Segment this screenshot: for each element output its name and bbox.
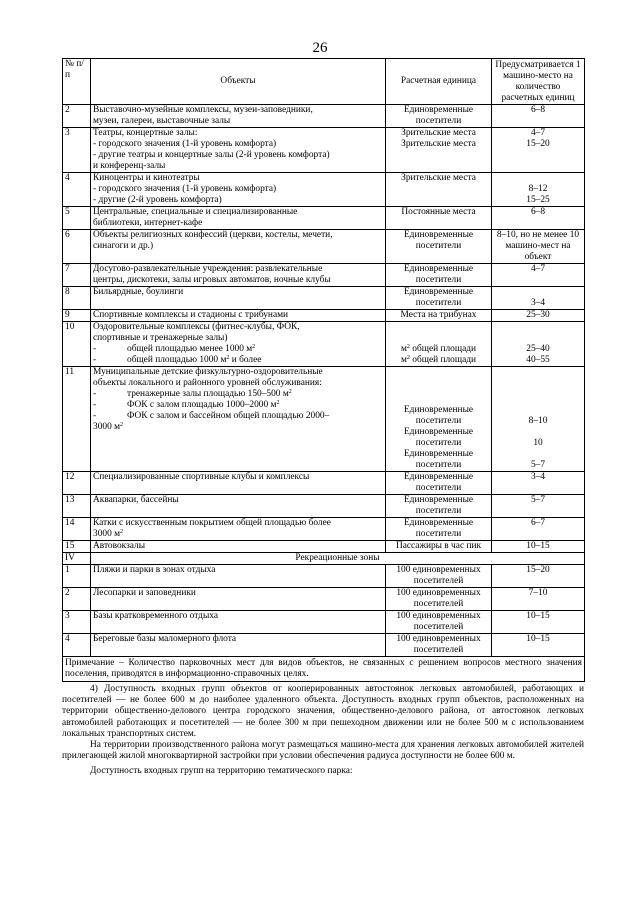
norm-line: 7–10 bbox=[528, 588, 548, 598]
unit-line: посетителей bbox=[413, 645, 464, 655]
norm-line: 10–15 bbox=[526, 611, 550, 621]
unit-line: Единовременные bbox=[403, 287, 474, 297]
unit-line: посетителей bbox=[413, 622, 464, 632]
unit-line: Единовременные bbox=[403, 518, 474, 528]
table-note: Примечание – Количество парковочных мест для видов объектов, не связанных с решением вопросов местного значения поселения, приводятся в информационно-справочных целях. bbox=[63, 657, 585, 682]
row-unit bbox=[386, 310, 492, 322]
row-norm bbox=[492, 310, 585, 322]
row-number: 15 bbox=[63, 541, 91, 553]
norm-line: 4–7 bbox=[530, 264, 546, 274]
unit-line: посетители bbox=[415, 275, 462, 285]
object-line: Береговые базы маломерного флота bbox=[93, 634, 237, 644]
row-number: 2 bbox=[63, 588, 91, 611]
table-row bbox=[63, 565, 585, 588]
unit-line: Зрительские места bbox=[401, 173, 476, 183]
row-norm bbox=[492, 105, 585, 128]
object-bullet: - общей площадью менее 1000 $м^2$ bbox=[93, 344, 256, 354]
norm-line: 25–30 bbox=[526, 310, 550, 320]
norm-line: 15–20 bbox=[526, 565, 550, 575]
section-row bbox=[63, 553, 585, 565]
table-row bbox=[63, 588, 585, 611]
table-row bbox=[63, 230, 585, 264]
row-number: 4 bbox=[63, 634, 91, 657]
unit-line: посетители bbox=[415, 529, 462, 539]
table-row bbox=[63, 611, 585, 634]
row-object bbox=[91, 588, 386, 611]
row-number: 5 bbox=[63, 207, 91, 230]
row-norm bbox=[492, 128, 585, 173]
header-unit: Расчетная единица bbox=[386, 59, 492, 105]
unit-line: Зрительские места bbox=[401, 128, 476, 138]
row-number: 7 bbox=[63, 264, 91, 287]
row-object bbox=[91, 611, 386, 634]
norm-line: 15–25 bbox=[526, 195, 550, 205]
unit-line: Зрительские места bbox=[401, 139, 476, 149]
section-number: IV bbox=[63, 553, 91, 565]
section-title: Рекреационные зоны bbox=[91, 553, 585, 565]
table-row bbox=[63, 472, 585, 495]
row-object bbox=[91, 322, 386, 367]
object-line: Досугово-развлекательные учреждения: развлекательные bbox=[93, 264, 323, 274]
row-unit bbox=[386, 541, 492, 553]
row-object bbox=[91, 310, 386, 322]
unit-line: Постоянные места bbox=[401, 207, 476, 217]
row-unit bbox=[386, 230, 492, 264]
row-object bbox=[91, 230, 386, 264]
row-number: 10 bbox=[63, 322, 91, 367]
object-line: центры, дискотеки, залы игровых автоматов, ночные клубы bbox=[93, 275, 331, 285]
norm-line: 10–15 bbox=[526, 634, 550, 644]
row-unit bbox=[386, 128, 492, 173]
row-number: 3 bbox=[63, 611, 91, 634]
parking-norms-table bbox=[62, 58, 585, 682]
norm-line: 6–8 bbox=[530, 207, 546, 217]
row-unit bbox=[386, 173, 492, 207]
unit-line: посетителей bbox=[413, 576, 464, 586]
row-object bbox=[91, 173, 386, 207]
object-line: синагоги и др.) bbox=[93, 241, 154, 251]
row-norm bbox=[492, 588, 585, 611]
table-row bbox=[63, 322, 585, 367]
row-object bbox=[91, 565, 386, 588]
unit-line: 100 единовременных bbox=[396, 634, 481, 644]
object-line: музеи, галереи, выставочные залы bbox=[93, 116, 231, 126]
row-norm bbox=[492, 230, 585, 264]
row-unit bbox=[386, 495, 492, 518]
row-number: 11 bbox=[63, 367, 91, 472]
object-line: - другие (2-й уровень комфорта) bbox=[93, 195, 222, 205]
row-norm bbox=[492, 472, 585, 495]
object-line: Катки с искусственным покрытием общей площадью более bbox=[93, 518, 331, 528]
norm-line: 6–8 bbox=[530, 105, 546, 115]
object-line: Пляжи и парки в зонах отдыха bbox=[93, 565, 216, 575]
norm-line: 15–20 bbox=[526, 139, 550, 149]
norm-line: 8–12 bbox=[528, 184, 548, 194]
table-row bbox=[63, 207, 585, 230]
row-object bbox=[91, 495, 386, 518]
row-norm bbox=[492, 518, 585, 541]
row-unit bbox=[386, 207, 492, 230]
object-line: Оздоровительные комплексы (фитнес-клубы, ФОК, bbox=[93, 322, 300, 332]
row-unit bbox=[386, 264, 492, 287]
object-line: Спортивные комплексы и стадионы с трибунами bbox=[93, 310, 289, 320]
object-line: Киноцентры и кинотеатры bbox=[93, 173, 200, 183]
row-object bbox=[91, 287, 386, 310]
row-norm: 25–40 40–55 bbox=[492, 322, 585, 367]
row-object: Муниципальные детские физкультурно-оздоровительные объекты локального и районного уровней обслуживания: - тренажерные залы площадью 150–500 $м^2$ - ФОК с залом площадью 1000–2000 $м^2$ - ФОК с залом и бассейном общей площадью 2000– 3000 $м^2$ bbox=[91, 367, 386, 472]
paragraph: 4) Доступность входных групп объектов от кооперированных автостоянок легковых автомобилей, работающих и посетителей — не более 600 м до наиболее удаленного объекта. Доступность входных групп объектов, расположенных на территории общественно-делового центра городского значения, общественно-делового района, от автостоянок легковых автомобилей работающих и посетителей — не более 300 м при пешеходном движении или не более 500 м с использованием локальных транспортных систем. bbox=[62, 684, 584, 739]
object-line: Выставочно-музейные комплексы, музеи-заповедники, bbox=[93, 105, 313, 115]
paragraph: На территории производственного района могут размещаться машино-места для хранения легковых автомобилей жителей прилегающей жилой многоквартирной застройки при условии обеспечения радиуса доступности не более 600 м. bbox=[62, 740, 584, 762]
row-object bbox=[91, 541, 386, 553]
table-row bbox=[63, 264, 585, 287]
object-line: Автовокзалы bbox=[93, 541, 146, 551]
unit-line: посетителей bbox=[413, 599, 464, 609]
table-row bbox=[63, 367, 585, 472]
row-object bbox=[91, 128, 386, 173]
unit-line: посетители bbox=[415, 241, 462, 251]
row-number: 13 bbox=[63, 495, 91, 518]
note-row bbox=[63, 657, 585, 682]
row-number: 2 bbox=[63, 105, 91, 128]
object-line: Лесопарки и заповедники bbox=[93, 588, 196, 598]
norm-line: 3–4 bbox=[530, 472, 546, 482]
table-row bbox=[63, 105, 585, 128]
object-line: 3000 $м^2$ bbox=[93, 529, 124, 539]
unit-line: посетители bbox=[415, 116, 462, 126]
unit-line: Пассажиры в час пик bbox=[395, 541, 482, 551]
row-number: 4 bbox=[63, 173, 91, 207]
table-row bbox=[63, 541, 585, 553]
page-number: 26 bbox=[312, 40, 328, 56]
norm-line bbox=[494, 287, 582, 298]
table-row bbox=[63, 634, 585, 657]
table-row bbox=[63, 518, 585, 541]
row-unit bbox=[386, 518, 492, 541]
object-line: Базы кратковременного отдыха bbox=[93, 611, 218, 621]
table-row bbox=[63, 287, 585, 310]
norm-line: 10–15 bbox=[526, 541, 550, 551]
row-object bbox=[91, 518, 386, 541]
row-norm bbox=[492, 287, 585, 310]
paragraph: Доступность входных групп на территорию тематического парка: bbox=[90, 766, 353, 777]
table-row bbox=[63, 173, 585, 207]
unit-line: Единовременные bbox=[403, 105, 474, 115]
norm-line: 8–10, но не менее 10 bbox=[496, 230, 580, 240]
row-unit bbox=[386, 472, 492, 495]
row-object bbox=[91, 207, 386, 230]
object-bullet: - общей площадью 1000 $м^2$ и более bbox=[93, 355, 262, 365]
unit-line: посетители bbox=[415, 506, 462, 516]
row-number: 3 bbox=[63, 128, 91, 173]
row-norm bbox=[492, 495, 585, 518]
header-norm: Предусматривается 1 машино-место на количество расчетных единиц bbox=[492, 59, 585, 105]
row-unit bbox=[386, 287, 492, 310]
object-line: Аквапарки, бассейны bbox=[93, 495, 179, 505]
header-num: № п/п bbox=[63, 59, 91, 105]
row-norm bbox=[492, 541, 585, 553]
row-norm bbox=[492, 264, 585, 287]
object-line: спортивные и тренажерные залы) bbox=[93, 333, 228, 343]
row-unit: Единовременные посетители Единовременные посетители Единовременные посетители bbox=[386, 367, 492, 472]
unit-line: посетители bbox=[415, 298, 462, 308]
object-line: - другие театры и концертные залы (2-й уровень комфорта) bbox=[93, 150, 330, 160]
body-text bbox=[62, 684, 584, 778]
norm-line: 3–4 bbox=[530, 298, 546, 308]
row-object bbox=[91, 472, 386, 495]
row-number: 12 bbox=[63, 472, 91, 495]
unit-line: Единовременные bbox=[403, 472, 474, 482]
unit-line: Единовременные bbox=[403, 264, 474, 274]
unit-line: 100 единовременных bbox=[396, 588, 481, 598]
row-number: 1 bbox=[63, 565, 91, 588]
object-line: - городского значения (1-й уровень комфорта) bbox=[93, 184, 277, 194]
object-line: Специализированные спортивные клубы и комплексы bbox=[93, 472, 310, 482]
unit-line: 100 единовременных bbox=[396, 565, 481, 575]
row-norm bbox=[492, 611, 585, 634]
row-norm bbox=[492, 565, 585, 588]
object-line: Театры, концертные залы: bbox=[93, 128, 198, 138]
norm-line bbox=[494, 173, 582, 184]
object-line: Объекты религиозных конфессий (церкви, костелы, мечети, bbox=[93, 230, 333, 240]
norm-line: 6–7 bbox=[530, 518, 546, 528]
row-object bbox=[91, 264, 386, 287]
unit-line: 100 единовременных bbox=[396, 611, 481, 621]
norm-line: 5–7 bbox=[530, 495, 546, 505]
header-objects: Объекты bbox=[91, 59, 386, 105]
object-line: Бильярдные, боулинги bbox=[93, 287, 184, 297]
unit-line: Единовременные bbox=[403, 230, 474, 240]
row-number: 14 bbox=[63, 518, 91, 541]
object-line: - городского значения (1-й уровень комфорта) bbox=[93, 139, 277, 149]
table-row bbox=[63, 310, 585, 322]
unit-line: Единовременные bbox=[403, 495, 474, 505]
row-unit bbox=[386, 105, 492, 128]
row-number: 8 bbox=[63, 287, 91, 310]
table-header-row bbox=[63, 59, 585, 105]
row-unit bbox=[386, 611, 492, 634]
norm-line: машино-мест на объект bbox=[505, 241, 571, 262]
row-unit: $м^2$ общей площади $м^2$ общей площади bbox=[386, 322, 492, 367]
row-norm bbox=[492, 207, 585, 230]
row-unit bbox=[386, 588, 492, 611]
table-row bbox=[63, 128, 585, 173]
norm-line: 4–7 bbox=[530, 128, 546, 138]
row-object bbox=[91, 105, 386, 128]
object-line: Центральные, специальные и специализированные bbox=[93, 207, 298, 217]
row-unit bbox=[386, 565, 492, 588]
unit-line: посетители bbox=[415, 483, 462, 493]
table-row bbox=[63, 495, 585, 518]
row-norm: 8–10 10 5–7 bbox=[492, 367, 585, 472]
row-norm bbox=[492, 634, 585, 657]
row-number: 6 bbox=[63, 230, 91, 264]
object-line: и конференц-залы bbox=[93, 161, 166, 171]
unit-line: Места на трибунах bbox=[400, 310, 477, 320]
row-unit bbox=[386, 634, 492, 657]
row-norm bbox=[492, 173, 585, 207]
row-number: 9 bbox=[63, 310, 91, 322]
row-object bbox=[91, 634, 386, 657]
object-line: библиотеки, интернет-кафе bbox=[93, 218, 203, 228]
